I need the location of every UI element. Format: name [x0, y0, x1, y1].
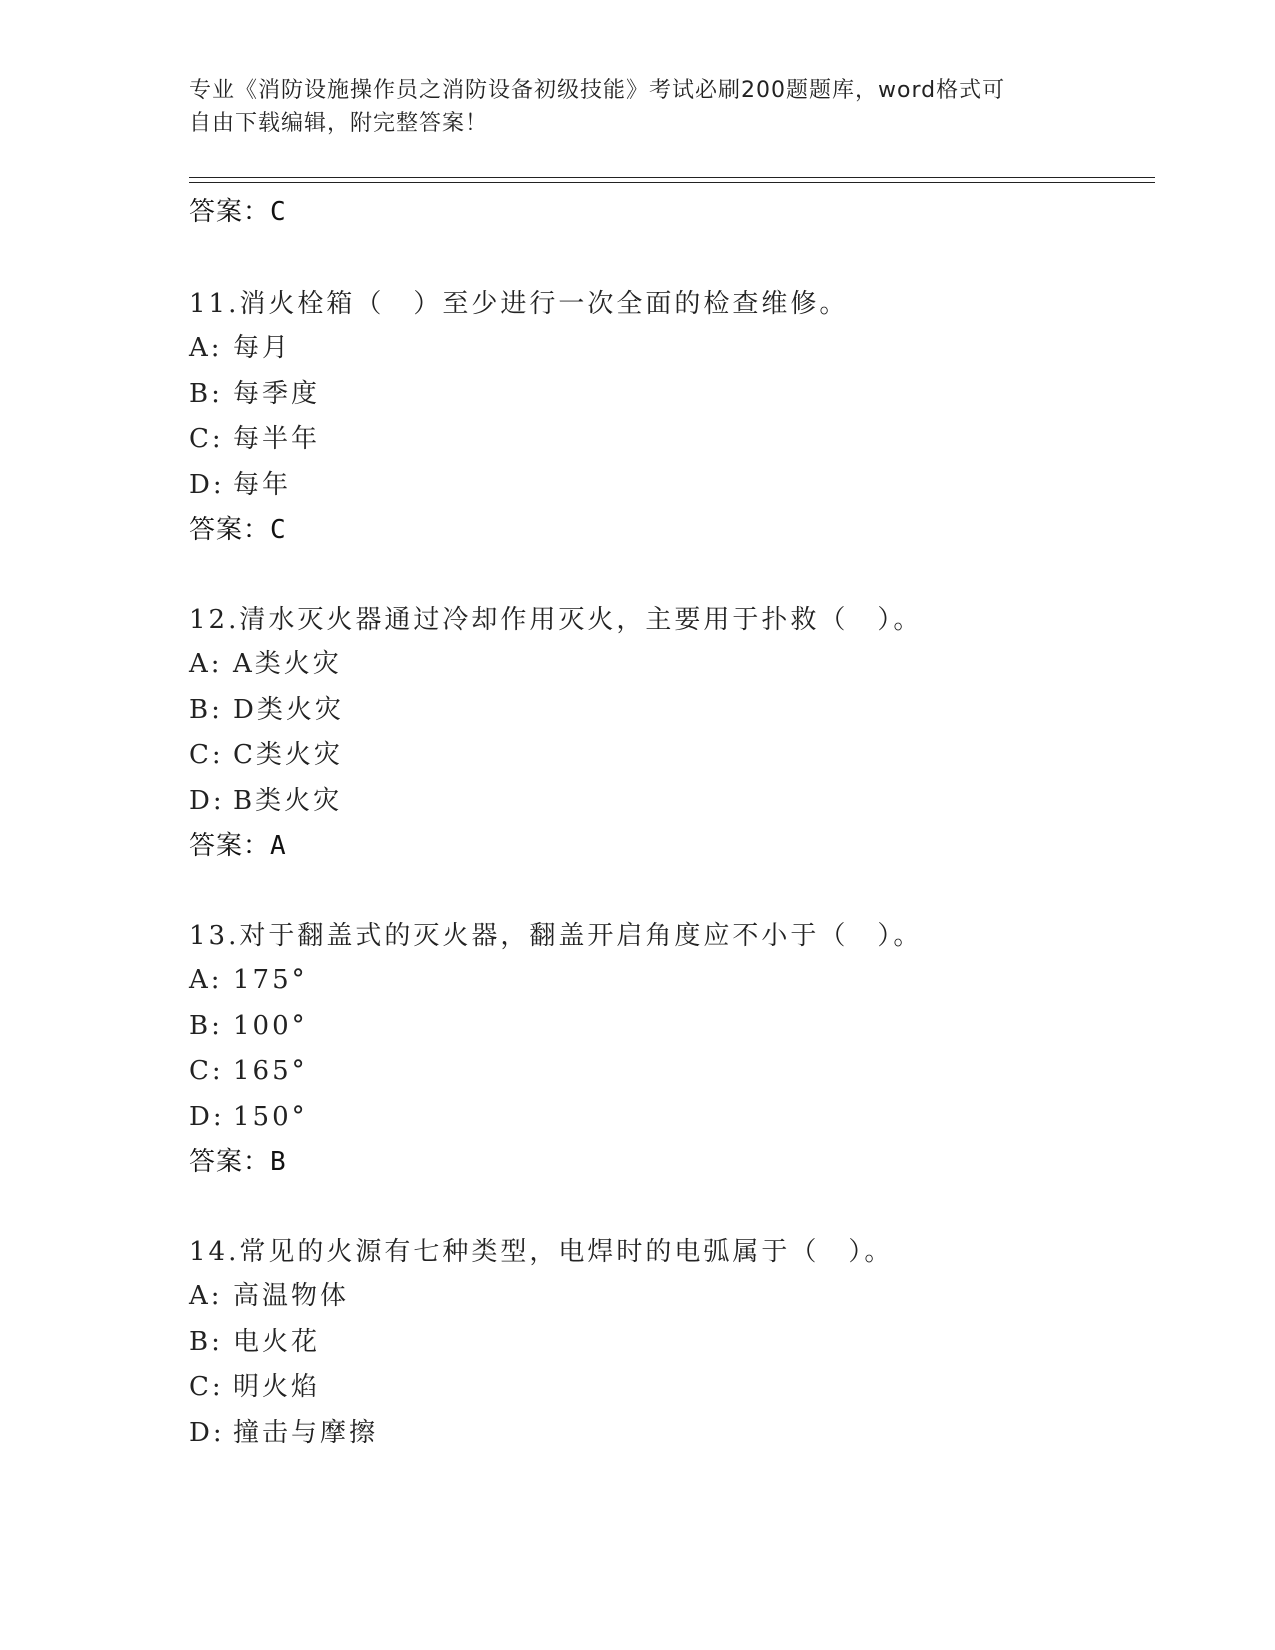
option-text: 每年: [233, 469, 292, 500]
option-b: [189, 1320, 1149, 1366]
option-letter: B:: [189, 378, 223, 409]
option-text: B类火灾: [233, 785, 343, 816]
option-text: C类火灾: [233, 740, 343, 770]
answer-label: 答案：: [189, 1147, 271, 1177]
question-14: [189, 1230, 1149, 1456]
option-text: 撞击与摩擦: [233, 1417, 379, 1448]
answer-value: C: [270, 197, 287, 227]
option-text: 明火焰: [233, 1372, 321, 1402]
option-text: 电火花: [233, 1326, 321, 1357]
answer-line: [189, 824, 1149, 868]
option-d: [189, 1095, 1149, 1141]
option-d: [189, 463, 1149, 509]
answer-value: B: [270, 1147, 287, 1177]
option-letter: C:: [189, 1372, 224, 1402]
option-c: [189, 733, 1149, 779]
option-letter: B:: [189, 1010, 223, 1041]
answer-label: 答案：: [189, 515, 271, 545]
header-line-2: 自由下载编辑，附完整答案！: [189, 111, 489, 136]
question-title: 13.对于翻盖式的灭火器，翻盖开启角度应不小于（ ）。: [189, 921, 923, 951]
option-letter: A:: [189, 1281, 223, 1311]
question-13: [189, 914, 1149, 1184]
option-letter: C:: [189, 740, 224, 770]
option-text: 100°: [233, 1010, 308, 1041]
option-text: A类火灾: [233, 649, 342, 679]
question-title: 11.消火栓箱（ ）至少进行一次全面的检查维修。: [189, 289, 849, 319]
answer-line: [189, 190, 1149, 234]
option-letter: C:: [189, 1056, 224, 1086]
option-text: 150°: [233, 1101, 308, 1132]
option-letter: B:: [189, 1326, 223, 1357]
question-title: 14.常见的火源有七种类型，电焊时的电弧属于（ ）。: [189, 1237, 894, 1267]
option-c: [189, 1365, 1149, 1411]
option-letter: A:: [189, 649, 223, 679]
question-11: [189, 282, 1149, 552]
option-letter: D:: [189, 1101, 225, 1132]
option-letter: D:: [189, 469, 225, 500]
document-header: [189, 74, 1069, 140]
answer-line: [189, 508, 1149, 552]
option-c: [189, 1049, 1149, 1095]
option-text: 165°: [233, 1056, 308, 1086]
option-letter: B:: [189, 694, 223, 725]
option-letter: D:: [189, 785, 225, 816]
header-divider-top: [189, 177, 1155, 178]
question-list: [189, 190, 1149, 1456]
answer-line: [189, 1140, 1149, 1184]
option-text: 高温物体: [233, 1281, 350, 1311]
option-b: [189, 688, 1149, 734]
header-divider-bottom: [189, 182, 1155, 183]
option-text: 每半年: [233, 424, 321, 454]
option-text: 每季度: [233, 378, 321, 409]
option-text: 175°: [233, 965, 308, 995]
option-letter: A:: [189, 965, 223, 995]
option-b: [189, 1004, 1149, 1050]
option-c: [189, 417, 1149, 463]
option-d: [189, 1411, 1149, 1457]
answer-label: 答案：: [189, 831, 271, 861]
option-letter: D:: [189, 1417, 225, 1448]
option-d: [189, 779, 1149, 825]
option-letter: C:: [189, 424, 224, 454]
option-a: [189, 642, 1149, 688]
option-a: [189, 958, 1149, 1004]
answer-label: 答案：: [189, 197, 271, 227]
option-a: [189, 326, 1149, 372]
answer-value: C: [270, 515, 287, 545]
option-a: [189, 1274, 1149, 1320]
question-12: [189, 598, 1149, 868]
question-title: 12.清水灭火器通过冷却作用灭火，主要用于扑救（ ）。: [189, 605, 923, 635]
option-text: 每月: [233, 333, 292, 363]
option-text: D类火灾: [233, 694, 344, 725]
option-letter: A:: [189, 333, 223, 363]
header-line-1: 专业《消防设施操作员之消防设备初级技能》考试必刷200题题库，word格式可: [189, 78, 1006, 103]
option-b: [189, 372, 1149, 418]
answer-value: A: [270, 831, 287, 861]
